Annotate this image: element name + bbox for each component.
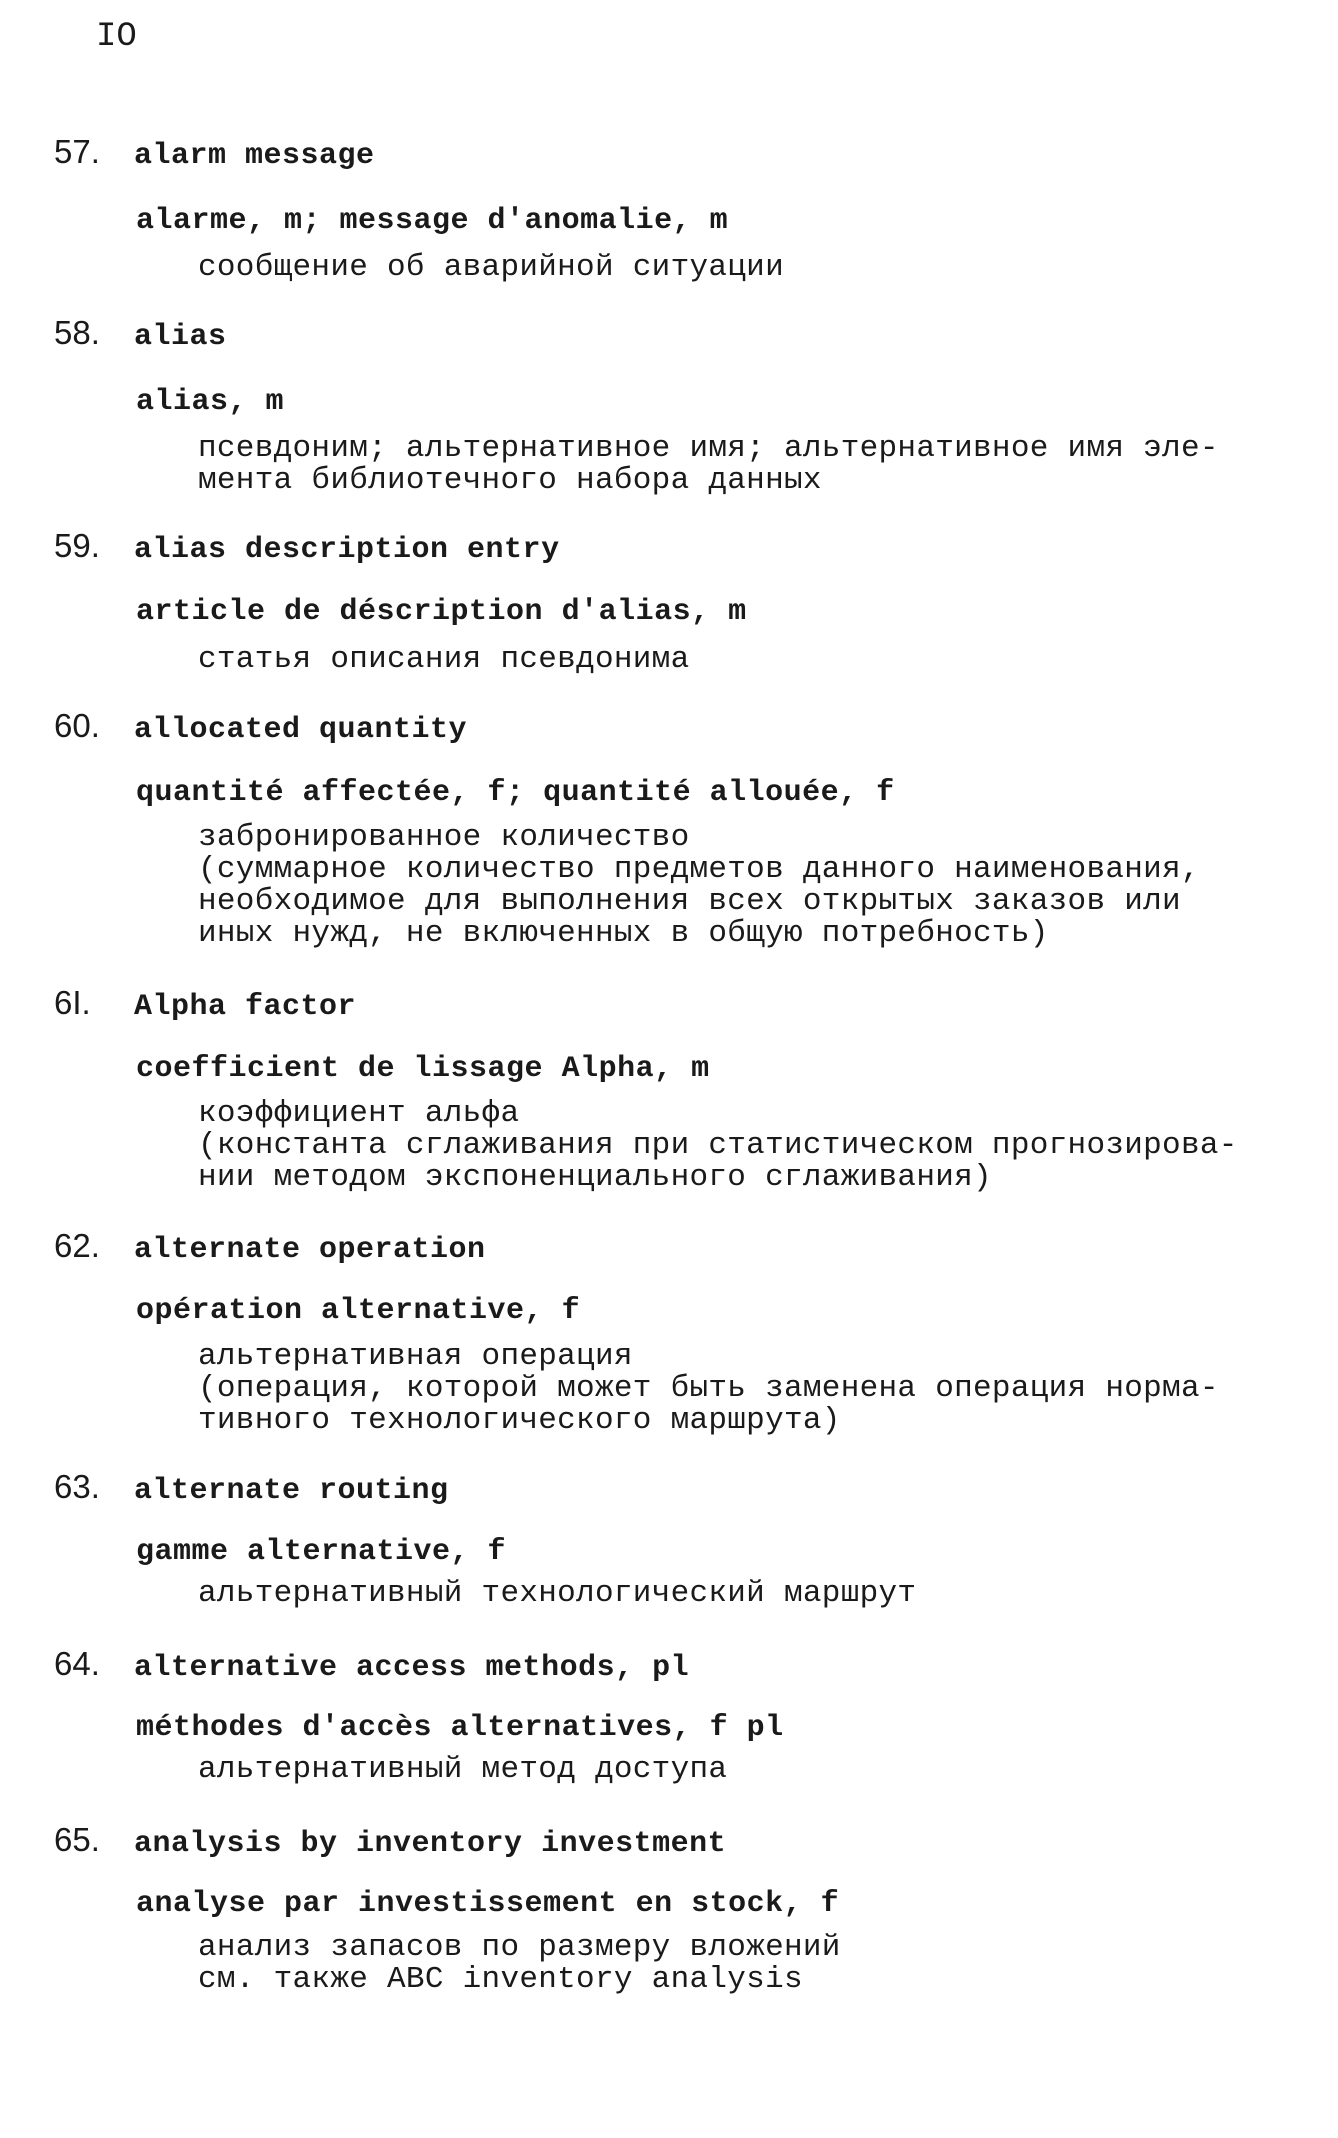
page-number: IO <box>96 18 137 56</box>
russian-line: альтернативная операция <box>198 1339 633 1374</box>
russian-line: псевдоним; альтернативное имя; альтернативное имя эле- <box>198 431 1219 466</box>
english-term: alias description entry <box>134 533 560 567</box>
russian-line: (операция, которой может быть заменена операция норма- <box>198 1371 1219 1406</box>
russian-definition <box>198 1578 916 1610</box>
russian-definition <box>198 1341 1219 1437</box>
entry-number: 59. <box>54 527 100 564</box>
french-term: coefficient de lissage Alpha, m <box>136 1052 710 1086</box>
entry-number: 6I. <box>54 984 91 1021</box>
french-term: opération alternative, f <box>136 1294 581 1328</box>
russian-definition <box>198 252 784 284</box>
entry-heading <box>54 1822 726 1862</box>
english-term: alarm message <box>134 139 375 173</box>
entry-heading <box>54 134 375 174</box>
russian-line: иных нужд, не включенных в общую потребность) <box>198 916 1049 951</box>
russian-line: статья описания псевдонима <box>198 642 690 677</box>
russian-line: альтернативный технологический маршрут <box>198 1576 917 1611</box>
russian-line: нии методом экспоненциального сглаживания) <box>198 1160 992 1195</box>
entry-number: 58. <box>54 314 100 351</box>
entry-number: 65. <box>54 1821 100 1858</box>
russian-line: (суммарное количество предметов данного наименования, <box>198 852 1200 887</box>
entry-number: 63. <box>54 1468 100 1505</box>
english-term: alias <box>134 320 227 354</box>
french-term: analyse par investissement en stock, f <box>136 1887 840 1921</box>
english-term: alternate routing <box>134 1474 449 1508</box>
entry-heading <box>54 1469 449 1509</box>
russian-definition <box>198 1754 727 1786</box>
russian-line: мента библиотечного набора данных <box>198 463 822 498</box>
russian-definition <box>198 1932 841 1996</box>
french-term: quantité affectée, f; quantité allouée, f <box>136 776 895 810</box>
russian-line: анализ запасов по размеру вложений <box>198 1930 841 1965</box>
russian-definition <box>198 1098 1238 1194</box>
entry-heading <box>54 1228 486 1268</box>
entry-number: 60. <box>54 707 100 744</box>
entry-heading <box>54 708 467 748</box>
entry-number: 57. <box>54 133 100 170</box>
english-term: allocated quantity <box>134 713 468 747</box>
russian-line: альтернативный метод доступа <box>198 1752 728 1787</box>
entry-heading <box>54 985 356 1025</box>
russian-line: сообщение об аварийной ситуации <box>198 250 784 285</box>
french-term: alias, m <box>136 385 285 419</box>
french-term: alarme, m; message d'anomalie, m <box>136 204 729 238</box>
russian-line: необходимое для выполнения всех открытых заказов или <box>198 884 1181 919</box>
entry-heading <box>54 1646 689 1686</box>
entry-number: 62. <box>54 1227 100 1264</box>
entry-number: 64. <box>54 1645 100 1682</box>
russian-line: коэффициент альфа <box>198 1096 520 1131</box>
french-term: article de déscription d'alias, m <box>136 595 747 629</box>
russian-definition <box>198 433 1219 497</box>
entry-heading <box>54 528 560 568</box>
english-term: analysis by inventory investment <box>134 1827 727 1861</box>
french-term: gamme alternative, f <box>136 1535 507 1569</box>
english-term: alternative access methods, pl <box>134 1651 690 1685</box>
english-term: alternate operation <box>134 1233 486 1267</box>
french-term: méthodes d'accès alternatives, f pl <box>136 1711 784 1745</box>
entry-heading <box>54 315 227 355</box>
russian-line: (константа сглаживания при статистическом прогнозирова- <box>198 1128 1238 1163</box>
russian-line: забронированное количество <box>198 820 690 855</box>
russian-definition <box>198 822 1200 950</box>
russian-line: см. также ABC inventory analysis <box>198 1962 803 1997</box>
russian-line: тивного технологического маршрута) <box>198 1403 841 1438</box>
russian-definition <box>198 644 689 676</box>
english-term: Alpha factor <box>134 990 357 1024</box>
